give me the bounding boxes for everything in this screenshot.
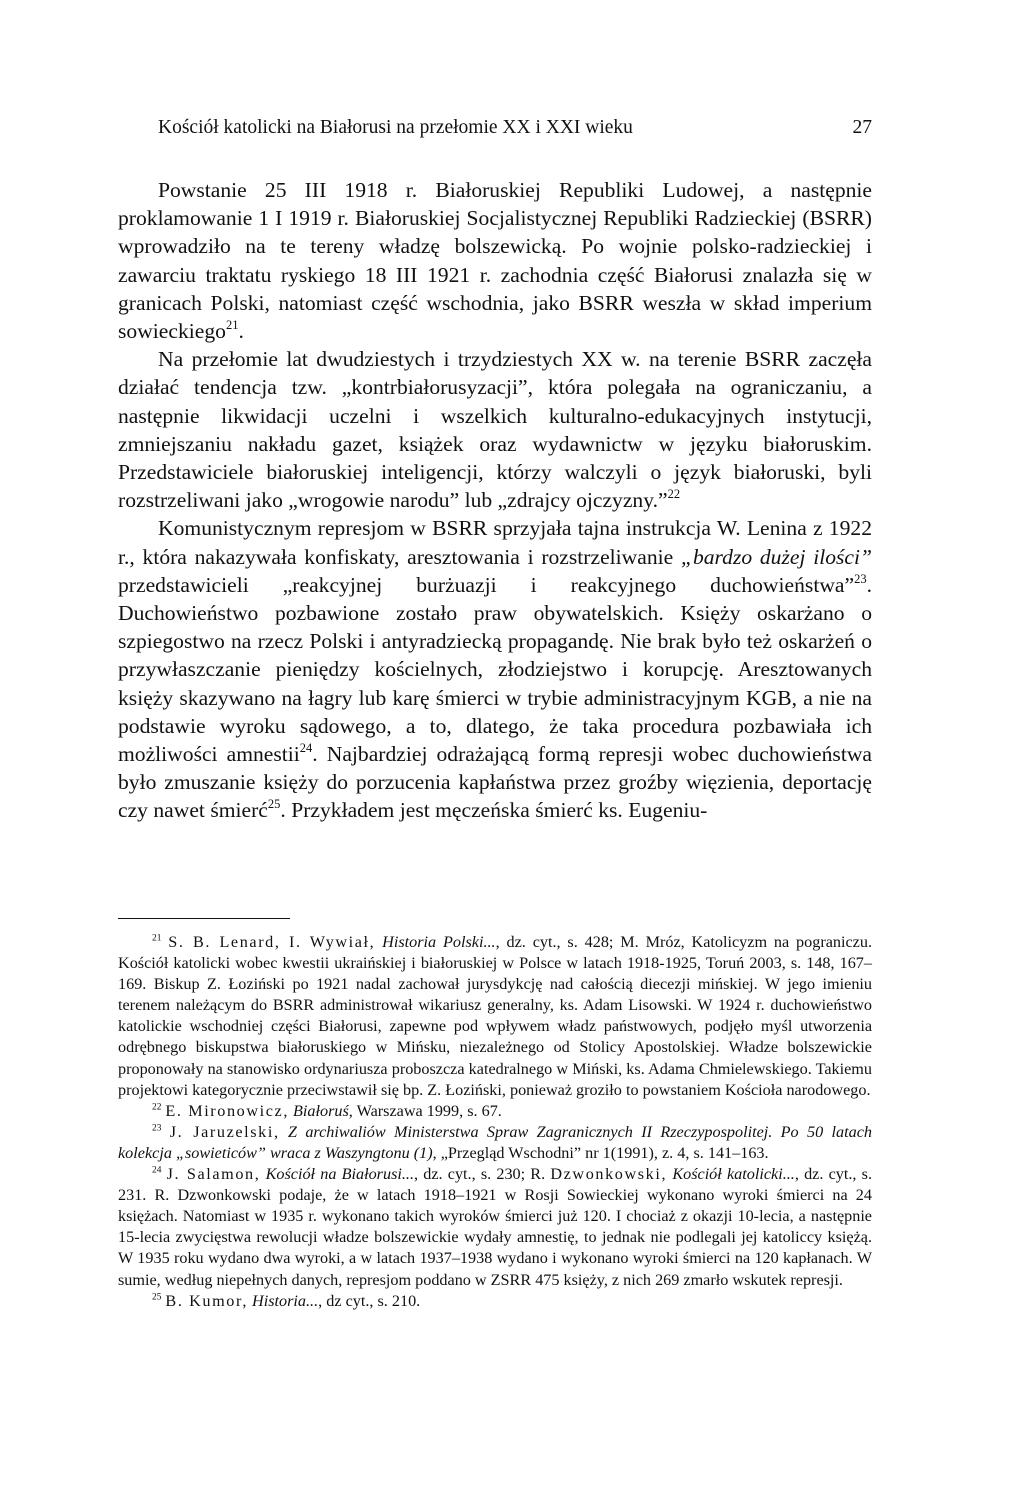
footnote-text: , dz. cyt., s. 231. R. Dzwonkowski podaje, że w latach 1918–1921 w Rosji Sowieckiej wykonano wyroki śmierci na 24 księżach. Natomiast w 1935 r. wykonano takich wyroków śmierci już 120. I chociaż z okazji 10-lecia, a następnie 15-lecia zwycięstwa rewolucji władze bolszewickie wydały amnestię, to jednak nie podlegali jej katoliccy księżą. W 1935 roku wydano dwa wyroki, a w latach 1937–1938 wydano i wykonano wyroki śmierci na 120 kapłanach. W sumie, według niepełnych danych, represjom poddano w ZSRR 475 księży, z nich 269 zmarło wskutek represji. — [118, 1165, 872, 1289]
footnote-title: Historia Polski... — [382, 933, 496, 951]
footnotes — [118, 932, 872, 1312]
paragraph-2-text: Na przełomie lat dwudziestych i trzydziestych XX w. na terenie BSRR zaczęła działać tendencja tzw. „kontrbiałorusyzacji”, która polegała na ograniczaniu, a następnie likwidacji uczelni i wszelkich kulturalno-edukacyjnych instytucji, zmniejszaniu nakładu gazet, książek oraz wydawnictw w języku białoruskim. Przedstawiciele białoruskiej inteligencji, którzy walczyli o język białoruski, byli rozstrzeliwani jako „wrogowie narodu” lub „zdrajcy ojczyzny.” — [118, 347, 872, 513]
footnote-text: , dz cyt., s. 210. — [318, 1291, 421, 1310]
paragraph-3-text-2: przedstawicieli „reakcyjnej burżuazji i reakcyjnego duchowieństwa” — [118, 572, 855, 597]
footnote-ref-25: 25 — [267, 797, 281, 812]
footnote-text: , dz. cyt., s. 230; R. — [414, 1165, 551, 1184]
paragraph-1-text: Powstanie 25 III 1918 r. Białoruskiej Republiki Ludowej, a następnie proklamowanie 1 I 1919 r. Białoruskiej Socjalistycznej Republiki Radzieckiej (BSRR) wprowadziło na te tereny władzę bolszewicką. Po wojnie polsko-radzieckiej i zawarciu traktatu ryskiego 18 III 1921 r. zachodnia część Białorusi znalazła się w granicach Polski, natomiast część wschodnia, jako BSRR weszła w skład imperium sowieckiego — [118, 178, 872, 344]
footnote-number: 21 — [152, 933, 162, 944]
footnote-author: E. Mironowicz, — [165, 1101, 289, 1120]
footnote-number: 24 — [152, 1165, 162, 1176]
running-title: Kościół katolicki na Białorusi na przełomie XX i XXI wieku — [158, 117, 633, 138]
footnote-24 — [118, 1164, 872, 1291]
paragraph-3-text-5: . Przykładem jest męczeńska śmierć ks. Eugeniu- — [280, 798, 708, 823]
paragraph-3-text-1: Komunistycznym represjom w BSRR sprzyjała tajna instrukcja W. Lenina z 1922 r., która nakazywała konfiskaty, aresztowania i rozstrzeliwanie — [118, 516, 872, 569]
footnote-title: Historia... — [252, 1291, 319, 1310]
footnote-author: Dzwonkowski, — [550, 1165, 668, 1184]
footnote-author: B. Kumor, — [165, 1291, 248, 1310]
footnote-ref-24: 24 — [299, 741, 313, 756]
footnote-author: J. Salamon, — [166, 1165, 261, 1184]
page-number: 27 — [852, 117, 872, 138]
footnote-number: 25 — [152, 1292, 162, 1303]
footnote-author: J. Jaruzelski, — [169, 1122, 280, 1141]
paragraph-1-tail: . — [238, 319, 244, 344]
footnote-text: , Warszawa 1999, s. 67. — [348, 1101, 502, 1120]
paragraph-1 — [118, 176, 872, 345]
footnote-title: Kościół katolicki... — [672, 1165, 795, 1184]
footnote-ref-21: 21 — [225, 318, 239, 333]
footnote-text: , „Przegląd Wschodni” nr 1(1991), z. 4, s. 141–163. — [432, 1143, 769, 1162]
paragraph-3-text-4: . Najbardziej odrażającą formą represji wobec duchowieństwa było zmuszanie księży do porzucenia kapłaństwa przez groźby więzienia, deportację czy nawet śmierć — [118, 742, 872, 823]
footnote-22 — [118, 1101, 872, 1122]
footnote-separator — [118, 918, 290, 919]
running-header — [158, 114, 872, 142]
paragraph-3 — [118, 514, 872, 824]
footnote-25 — [118, 1291, 872, 1312]
paragraph-2 — [118, 345, 872, 514]
footnote-number: 23 — [152, 1123, 162, 1134]
footnote-number: 22 — [152, 1102, 162, 1113]
paragraph-3-quote: „bardzo dużej ilości” — [680, 544, 872, 569]
footnote-23 — [118, 1122, 872, 1164]
footnote-title: Z archiwaliów Ministerstwa Spraw Zagranicznych II Rzeczypospolitej. Po 50 latach kolekcja „sowieticów” wraca z Waszyngtonu (1) — [118, 1122, 872, 1162]
paragraph-3-text-3: . Duchowieństwo pozbawione zostało praw obywatelskich. Księży oskarżano o szpiegostwo na rzecz Polski i antyradziecką propagandę. Nie brak było też oskarżeń o przywłaszczanie pieniędzy kościelnych, złodziejstwo i korupcję. Aresztowanych księży skazywano na łagry lub karę śmierci w trybie administracyjnym KGB, a nie na podstawie wyroku sądowego, a to, dlatego, że taka procedura pozbawiała ich możliwości amnestii — [118, 572, 872, 767]
footnote-title: Kościół na Białorusi... — [265, 1165, 415, 1184]
footnote-ref-22: 22 — [667, 487, 681, 502]
footnote-title: Białoruś — [293, 1101, 349, 1120]
footnote-text: , dz. cyt., s. 428; M. Mróz, Katolicyzm na pograniczu. Kościół katolicki wobec kwestii ukraińskiej i białoruskiej w Polsce w latach 1918-1925, Toruń 2003, s. 148, 167–169. Biskup Z. Łoziński po 1921 nadal zachował jurysdykcję nad całością diecezji mińskiej. W jego imieniu terenem należącym do BSRR administrował wikariusz generalny, ks. Adam Lisowski. W 1924 r. duchowieństwo katolickie wschodniej części Białorusi, zapewne pod wpływem władz państwowych, podjęło myśl utworzenia odrębnego biskupstwa białoruskiego w Mińsku, niezależnego od Stolicy Apostolskiej. Władze bolszewickie proponowały na stanowisko ordynariusza proboszcza katedralnego w Miński, ks. Adama Chmielewskiego. Takiemu projektowi kategorycznie przeciwstawił się bp. Z. Łoziński, ponieważ groziło to powstaniem Kościoła narodowego. — [118, 933, 873, 1099]
footnote-ref-23: 23 — [854, 572, 867, 587]
footnote-author: S. B. Lenard, I. Wywiał, — [168, 933, 376, 951]
footnote-21 — [118, 932, 872, 1101]
main-text — [118, 176, 872, 825]
